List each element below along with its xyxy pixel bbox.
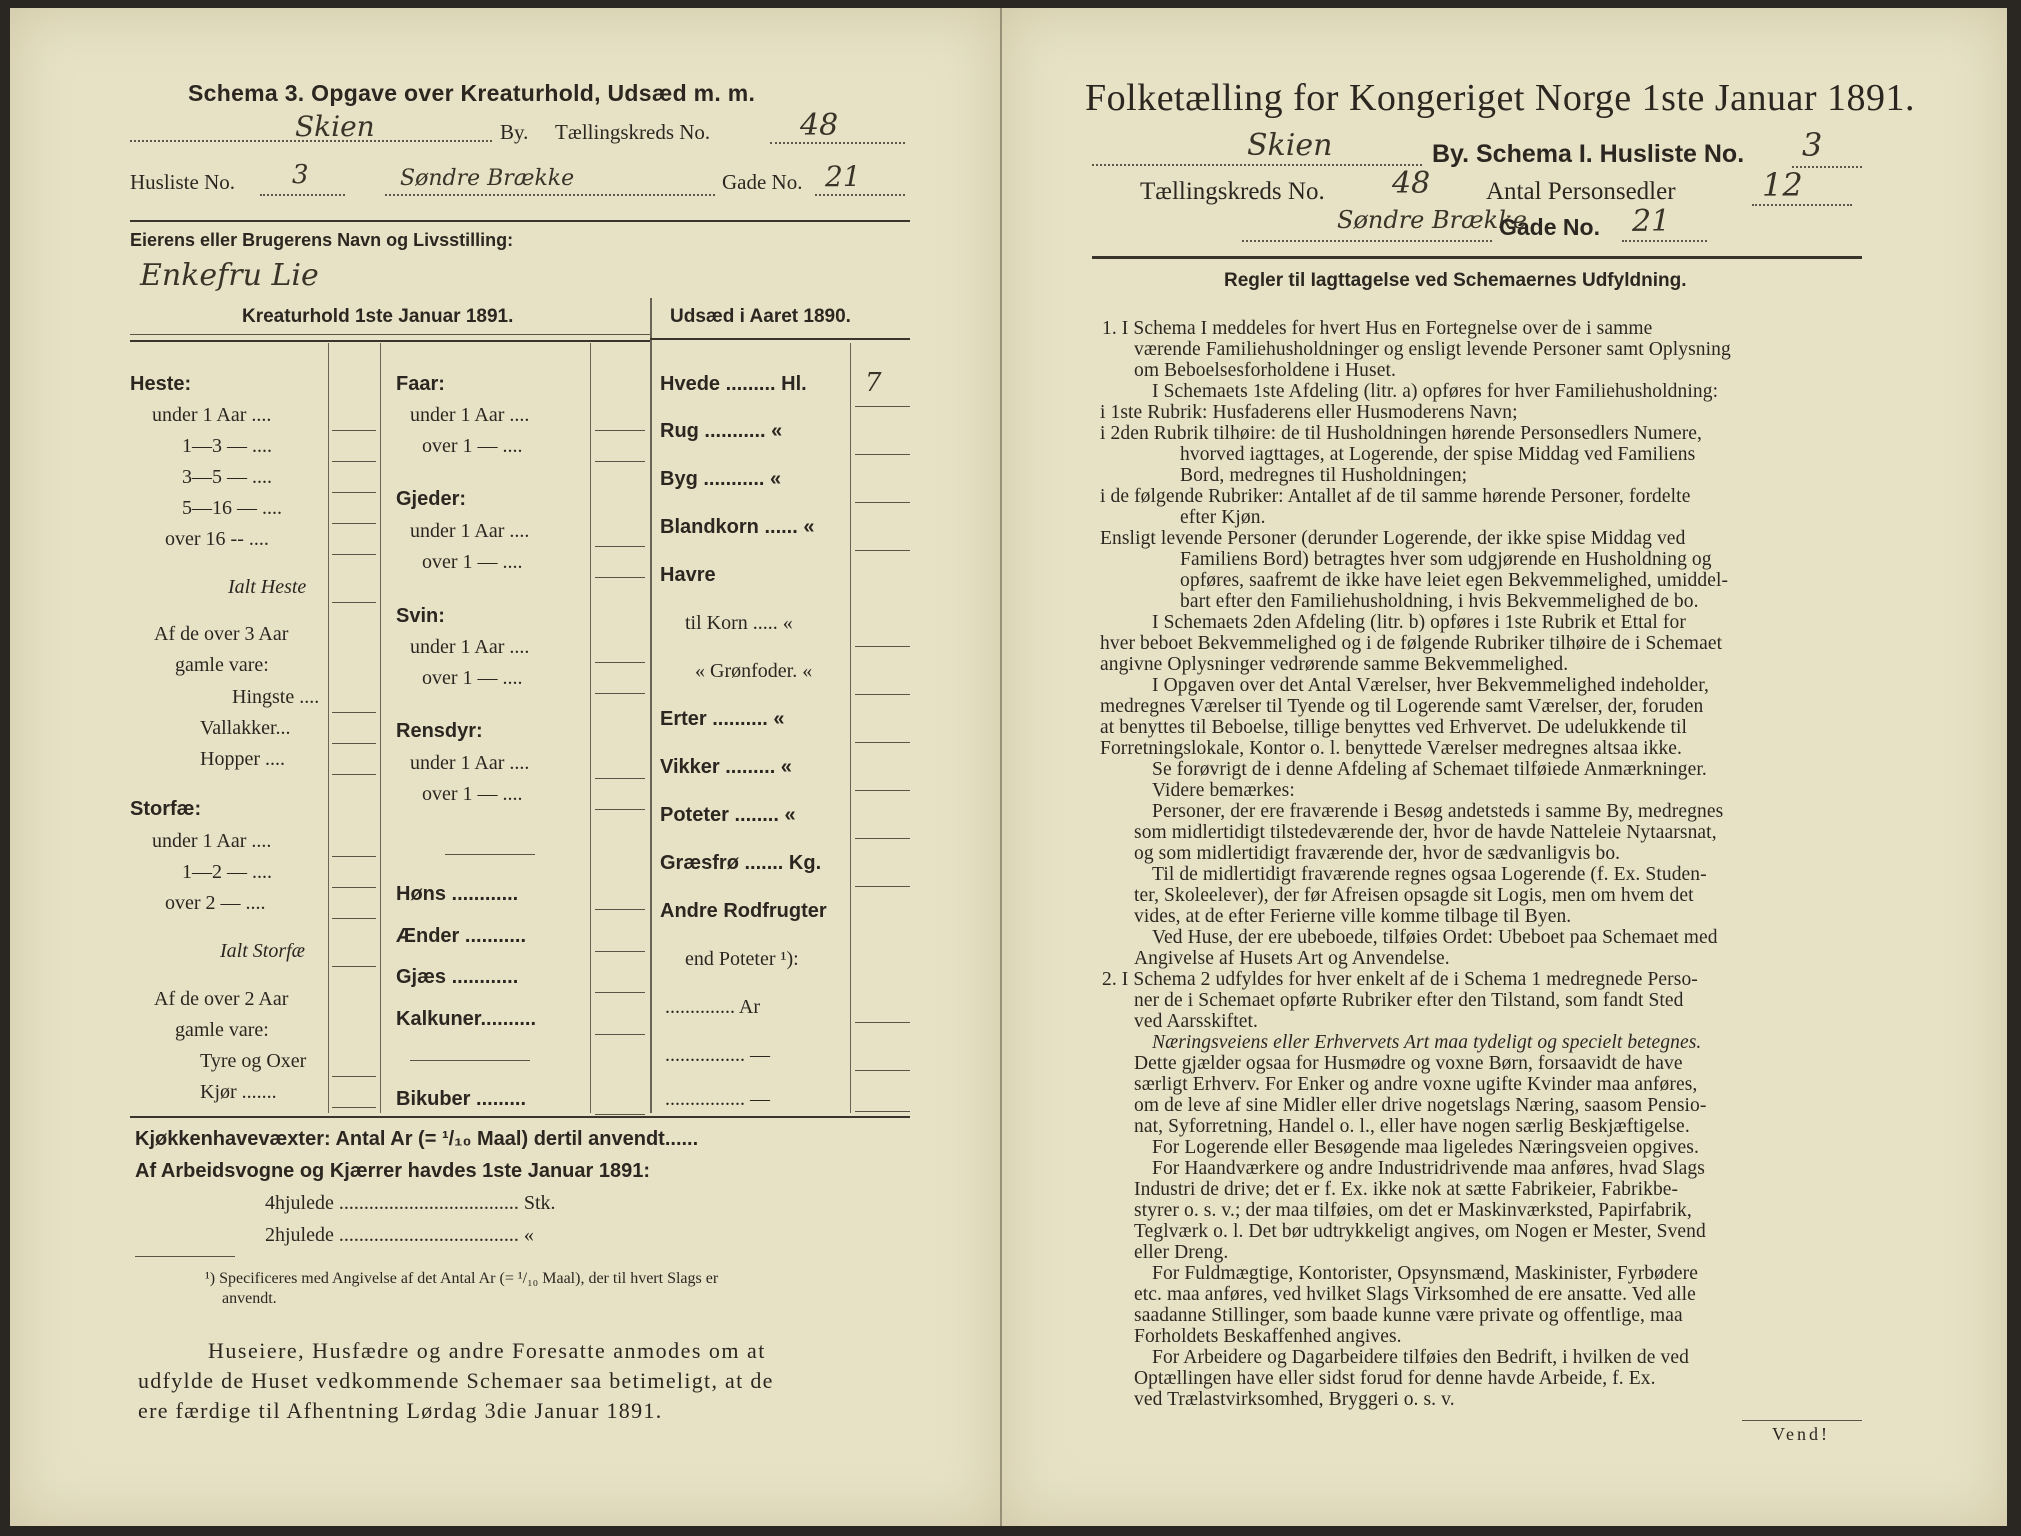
- rule-line: ved Aarsskiftet.: [1134, 1011, 1258, 1032]
- rule-line: som midlertidigt tilstedeværende der, hvor de havde Natteleie Nytaarsnat,: [1134, 822, 1717, 843]
- rule-line: Teglværk o. l. Det bør udtrykkeligt angives, om Nogen er Mester, Svend: [1134, 1221, 1706, 1242]
- rule-line: etc. maa anføres, ved hvilket Slags Virksomhed de ere ansatte. Ved alle: [1134, 1284, 1696, 1305]
- husliste-value: 3: [292, 160, 309, 190]
- rule-line: at benyttes til Beboelse, tillige benyttes ved Erhvervet. De udelukkende til: [1100, 717, 1688, 738]
- left-page-schema-3: [10, 8, 1000, 1526]
- crop-rug: Rug ........... «: [660, 420, 783, 442]
- svin-title: Svin:: [396, 605, 445, 627]
- rule-line: Videre bemærkes:: [1152, 780, 1295, 801]
- owner-value: Enkefru Lie: [140, 258, 319, 293]
- closing-1: Huseiere, Husfædre og andre Foresatte anmodes om at: [208, 1338, 766, 1363]
- rule-line: særligt Erhverv. For Enker og andre voxne ugifte Kvinder maa anføres,: [1134, 1074, 1698, 1095]
- storfae-sub-2: gamle vare:: [175, 1019, 269, 1041]
- rule-line: For Fuldmægtige, Kontorister, Opsynsmænd, Maskinister, Fyrbødere: [1152, 1263, 1698, 1284]
- rule-line: Ensligt levende Personer (derunder Logerende, der ikke spise Middag ved: [1100, 528, 1686, 549]
- rensdyr-row-1: under 1 Aar ....: [410, 752, 530, 774]
- rule-line: Til de midlertidigt fraværende regnes ogsaa Logerende (f. Ex. Studen-: [1152, 864, 1707, 885]
- hopper: Hopper ....: [200, 748, 285, 770]
- gade-label: Gade No.: [722, 170, 803, 194]
- rule-line: saadanne Stillinger, som baade kunne være private og offentlige, maa: [1134, 1305, 1683, 1326]
- city-handwritten: Skien: [1247, 128, 1333, 163]
- heste-title: Heste:: [130, 373, 192, 395]
- hons: Høns ............: [396, 883, 519, 905]
- right-page-schema-1: [1002, 8, 2007, 1526]
- rule-line: Se forøvrigt de i denne Afdeling af Schemaet tilføiede Anmærkninger.: [1152, 759, 1707, 780]
- vallakker: Vallakker...: [200, 717, 291, 739]
- rule-line: nat, Syforretning, Handel o. l., eller have nogen særlig Beskjæftigelse.: [1134, 1116, 1690, 1137]
- rule-line: I Schemaets 2den Afdeling (litr. b) opføres i 1ste Rubrik et Ettal for: [1152, 612, 1686, 633]
- rule-line: Industri de drive; det er f. Ex. ikke nok at sætte Fabrikeier, Fabrikbe-: [1134, 1179, 1679, 1200]
- crop-hvede-value: 7: [865, 368, 882, 398]
- rule-line: 1. I Schema I meddeles for hvert Hus en Fortegnelse over de i samme: [1102, 318, 1653, 339]
- arbeidsvogne: Af Arbeidsvogne og Kjærrer havdes 1ste Januar 1891:: [135, 1160, 650, 1182]
- crop-end-poteter: end Poteter ¹):: [685, 948, 799, 970]
- udsaed-header: Udsæd i Aaret 1890.: [670, 306, 851, 327]
- rule-line: om de leve af sine Midler eller drive nogetslags Næring, saasom Pensio-: [1134, 1095, 1707, 1116]
- crop-hvede: Hvede ......... Hl.: [660, 373, 807, 395]
- kreds-label-right: Tællingskreds No.: [1140, 178, 1325, 205]
- vend-label: Vend!: [1772, 1424, 1830, 1444]
- rule-line: i 2den Rubrik tilhøire: de til Husholdningen hørende Personsedlers Numere,: [1100, 423, 1703, 444]
- rule-line: vides, at de efter Ferierne ville komme tilbage til Byen.: [1134, 906, 1572, 927]
- rule-line: hvorved iagttages, at Logerende, der spise Middag ved Familiens: [1180, 444, 1696, 465]
- owner-label: Eierens eller Brugerens Navn og Livsstilling:: [130, 230, 514, 250]
- crop-byg: Byg ........... «: [660, 468, 782, 490]
- crop-blandkorn: Blandkorn ...... «: [660, 516, 815, 538]
- heste-row-2: 1—3 — ....: [182, 435, 272, 457]
- rule-line: og som midlertidigt fraværende der, hvor de sædvanligvis bo.: [1134, 843, 1621, 864]
- rule-line: Næringsveiens eller Erhvervets Art maa tydeligt og specielt betegnes.: [1152, 1032, 1702, 1053]
- heste-row-4: 5—16 — ....: [182, 497, 282, 519]
- footnote-2: anvendt.: [222, 1290, 277, 1307]
- rule-line: værende Familiehusholdninger og ensligt levende Personer samt Oplysning: [1134, 339, 1731, 360]
- rule-line: Angivelse af Husets Art og Anvendelse.: [1134, 948, 1450, 969]
- rule-line: ved Trælastvirksomhed, Bryggeri o. s. v.: [1134, 1389, 1455, 1410]
- rule-line: i de følgende Rubriker: Antallet af de til samme hørende Personer, fordelte: [1100, 486, 1691, 507]
- kreds-label: Tællingskreds No.: [555, 120, 711, 144]
- gjeder-row-1: under 1 Aar ....: [410, 520, 530, 542]
- rule-line: ter, Skoleelever), der før Afreisen opsagde sit Logis, men om hvem det: [1134, 885, 1694, 906]
- rule-line: hver beboet Bekvemmelighed og i de følgende Rubriker tilhøire de i Schemaet: [1100, 633, 1723, 654]
- kjor: Kjør .......: [200, 1081, 277, 1103]
- footnote-1: ¹) Specificeres med Angivelse af det Antal Ar (= ¹/₁₀ Maal), der til hvert Slags er: [205, 1270, 719, 1287]
- kjokkenhave: Kjøkkenhavevæxter: Antal Ar (= ¹/₁₀ Maal) dertil anvendt......: [135, 1128, 699, 1150]
- heste-sub-2: gamle vare:: [175, 654, 269, 676]
- schema-3-title: Schema 3. Opgave over Kreaturhold, Udsæd m. m.: [188, 80, 756, 106]
- bikuber: Bikuber .........: [396, 1088, 527, 1110]
- tyre-og-oxer: Tyre og Oxer: [200, 1050, 307, 1072]
- by-label: By.: [500, 120, 529, 144]
- to-hjulede: 2hjulede .................................... «: [265, 1224, 534, 1246]
- crop-poteter: Poteter ........ «: [660, 804, 796, 826]
- rule-line: 2. I Schema 2 udfyldes for hver enkelt af de i Schema 1 medregnede Perso-: [1102, 969, 1698, 990]
- closing-3: ere færdige til Afhentning Lørdag 3die Januar 1891.: [138, 1398, 663, 1423]
- husliste-value-right: 3: [1802, 126, 1823, 164]
- gjaes: Gjæs ............: [396, 966, 519, 988]
- rensdyr-title: Rensdyr:: [396, 720, 483, 742]
- storfae-title: Storfæ:: [130, 798, 202, 820]
- rule-line: efter Kjøn.: [1180, 507, 1266, 528]
- heste-row-5: over 16 -- ....: [165, 528, 269, 550]
- gade-value: 21: [825, 160, 861, 193]
- crop-andre-rodfrugter: Andre Rodfrugter: [660, 900, 827, 922]
- rule-line: I Schemaets 1ste Afdeling (litr. a) opføres for hver Familiehusholdning:: [1152, 381, 1719, 402]
- rule-line: Personer, der ere fraværende i Besøg andetsteds i samme By, medregnes: [1152, 801, 1724, 822]
- rule-line: om Beboelsesforholdene i Huset.: [1134, 360, 1396, 381]
- rule-line: Optællingen have eller sidst forud for denne havde Arbeide, f. Ex.: [1134, 1368, 1656, 1389]
- crop-graesfro: Græsfrø ....... Kg.: [660, 852, 822, 874]
- rule-line: eller Dreng.: [1134, 1242, 1229, 1263]
- hingste: Hingste ....: [232, 686, 320, 708]
- husliste-label: Husliste No.: [130, 170, 235, 194]
- kreds-value: 48: [800, 108, 839, 143]
- faar-title: Faar:: [396, 373, 445, 395]
- rules-title: Regler til Iagttagelse ved Schemaernes Udfyldning.: [1224, 270, 1687, 291]
- rule-line: i 1ste Rubrik: Husfaderens eller Husmoderens Navn;: [1100, 402, 1518, 423]
- crop-erter: Erter .......... «: [660, 708, 785, 730]
- gade-value-right: 21: [1632, 204, 1671, 239]
- heste-total: Ialt Heste: [228, 576, 307, 598]
- handwritten-city: Skien: [295, 110, 375, 143]
- faar-row-1: under 1 Aar ....: [410, 404, 530, 426]
- aender: Ænder ...........: [396, 925, 527, 947]
- street-handwritten: Søndre Brække: [400, 166, 575, 191]
- svin-row-1: under 1 Aar ....: [410, 636, 530, 658]
- rule-line: styrer o. s. v.; der maa tilføies, om det er Maskinværksted, Papirfabrik,: [1134, 1200, 1692, 1221]
- storfae-total: Ialt Storfæ: [220, 940, 306, 962]
- fire-hjulede: 4hjulede .................................... Stk.: [265, 1192, 556, 1214]
- gjeder-title: Gjeder:: [396, 488, 467, 510]
- crop-til-korn: til Korn ..... «: [685, 612, 793, 634]
- rule-line: Dette gjælder ogsaa for Husmødre og voxne Børn, forsaavidt de have: [1134, 1053, 1683, 1074]
- rule-line: Forretningslokale, Kontor o. l. benyttede Værelser medregnes altsaa ikke.: [1100, 738, 1683, 759]
- rule-line: For Arbeidere og Dagarbeidere tilføies den Bedrift, i hvilken de ved: [1152, 1347, 1689, 1368]
- rule-line: Familiens Bord) betragtes hver som udgjørende en Husholdning og: [1180, 549, 1712, 570]
- crop-ar-2: ................ —: [665, 1044, 770, 1066]
- street-handwritten-right: Søndre Brække: [1337, 206, 1527, 234]
- faar-row-2: over 1 — ....: [422, 435, 523, 457]
- svin-row-2: over 1 — ....: [422, 667, 523, 689]
- antal-label: Antal Personsedler: [1486, 178, 1676, 205]
- rule-line: Bord, medregnes til Husholdningen;: [1180, 465, 1468, 486]
- crop-havre: Havre: [660, 564, 716, 586]
- heste-row-1: under 1 Aar ....: [152, 404, 272, 426]
- rule-line: For Haandværkere og andre Industridrivende maa anføres, hvad Slags: [1152, 1158, 1705, 1179]
- antal-value: 12: [1762, 166, 1803, 204]
- census-title: Folketælling for Kongeriget Norge 1ste Januar 1891.: [1085, 77, 1916, 119]
- kreds-value-right: 48: [1392, 166, 1431, 201]
- kreatur-header: Kreaturhold 1ste Januar 1891.: [242, 306, 514, 327]
- crop-vikker: Vikker ......... «: [660, 756, 792, 778]
- storfae-sub-1: Af de over 2 Aar: [154, 988, 289, 1010]
- crop-ar-1: .............. Ar: [665, 996, 760, 1018]
- closing-2: udfylde de Huset vedkommende Schemaer saa betimeligt, at de: [138, 1368, 774, 1393]
- crop-ar-3: ................ —: [665, 1088, 770, 1110]
- rule-line: For Logerende eller Besøgende maa ligeledes Næringsveien opgives.: [1152, 1137, 1699, 1158]
- rule-line: Ved Huse, der ere ubeboede, tilføies Ordet: Ubeboet paa Schemaet med: [1152, 927, 1718, 948]
- storfae-row-2: 1—2 — ....: [182, 861, 272, 883]
- heste-sub-1: Af de over 3 Aar: [154, 623, 289, 645]
- storfae-row-3: over 2 — ....: [165, 892, 266, 914]
- storfae-row-1: under 1 Aar ....: [152, 830, 272, 852]
- rule-line: ner de i Schemaet opførte Rubriker efter den Tilstand, som fandt Sted: [1134, 990, 1684, 1011]
- rule-line: bart efter den Familiehusholdning, i hvis Bekvemmelighed de bo.: [1180, 591, 1699, 612]
- gjeder-row-2: over 1 — ....: [422, 551, 523, 573]
- gade-label-right: Gade No.: [1499, 214, 1600, 240]
- schema-1-label: By. Schema I. Husliste No.: [1432, 140, 1745, 168]
- rensdyr-row-2: over 1 — ....: [422, 783, 523, 805]
- rule-line: angivne Oplysninger vedrørende samme Bekvemmelighed.: [1100, 654, 1569, 675]
- rule-line: medregnes Værelser til Tyende og til Logerende samt Værelser, der, foruden: [1100, 696, 1704, 717]
- rule-line: I Opgaven over det Antal Værelser, hver Bekvemmelighed indeholder,: [1152, 675, 1710, 696]
- kalkuner: Kalkuner..........: [396, 1008, 537, 1030]
- crop-gronfoder: « Grønfoder. «: [695, 660, 813, 682]
- rule-line: opføres, saafremt de ikke have leiet egen Bekvemmelighed, umiddel-: [1180, 570, 1729, 591]
- heste-row-3: 3—5 — ....: [182, 466, 272, 488]
- rule-line: Forholdets Beskaffenhed angives.: [1134, 1326, 1402, 1347]
